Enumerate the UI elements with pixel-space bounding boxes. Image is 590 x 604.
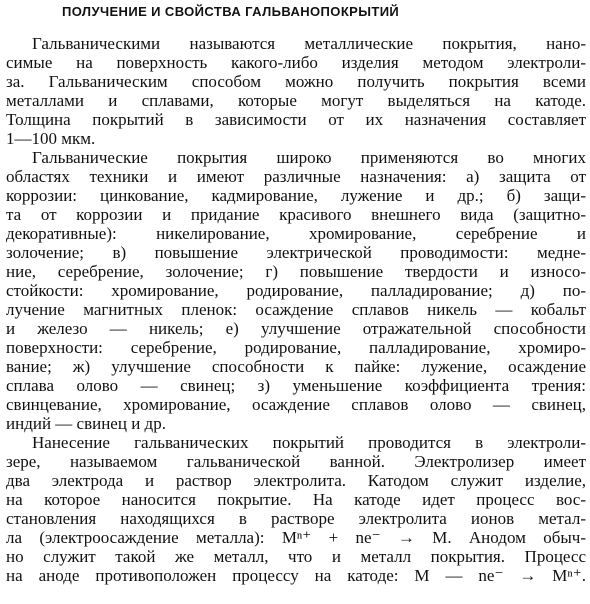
text-line: стойкости: хромирование, родирование, палладирование; д) по- (6, 281, 586, 300)
text-line: Толщина покрытий в зависимости от их назначения составляет (6, 110, 586, 129)
text-line: два электрода и раствор электролита. Катодом служит изделие, (6, 471, 586, 490)
text-line: золочение; в) повышение электрической проводимости: медне- (6, 243, 586, 262)
text-line: свинцевание, хромирование, осаждение сплавов олово — свинец, (6, 395, 586, 414)
text-line: коррозии: цинкование, кадмирование, лужение и др.; б) защи- (6, 186, 586, 205)
text-line: та от коррозии и придание красивого внешнего вида (защитно- (6, 205, 586, 224)
text-line: ние, серебрение, золочение; г) повышение твердости и износо- (6, 262, 586, 281)
text-line: поверхности: серебрение, родирование, палладирование, хромиро- (6, 338, 586, 357)
text-line: индий — свинец и др. (6, 414, 166, 433)
text-line: симые на поверхность какого-либо изделия методом электроли- (6, 53, 586, 72)
text-line: лучение магнитных пленок: осаждение сплавов никель — кобальт (6, 300, 586, 319)
text-line: Гальваническими называются металлические покрытия, нано- (32, 34, 586, 53)
text-line: и железо — никель; е) улучшение отражательной способности (6, 319, 586, 338)
text-line: декоративные): никелирование, хромирование, серебрение и (6, 224, 586, 243)
text-line: становления находящихся в растворе электролита ионов метал- (6, 509, 586, 528)
text-line: металлами и сплавами, которые могут выделяться на катоде. (6, 91, 586, 110)
text-line: но служит такой же металл, что и металл покрытия. Процесс (6, 547, 586, 566)
text-line: вание; ж) улучшение способности к пайке: лужение, осаждение (6, 357, 586, 376)
paragraph-3 (6, 433, 586, 585)
text-line: Гальванические покрытия широко применяются во многих (32, 148, 586, 167)
text-line: ла (электроосаждение металла): Mⁿ⁺ + ne⁻ → M. Анодом обыч- (6, 528, 586, 547)
text-line: за. Гальваническим способом можно получить покрытия всеми (6, 72, 586, 91)
text-line: зере, называемом гальванической ванной. Электролизер имеет (6, 452, 586, 471)
paragraph-2 (6, 148, 586, 433)
text-line: Нанесение гальванических покрытий проводится в электроли- (32, 433, 586, 452)
text-line: на аноде противоположен процессу на катоде: M — ne⁻ → Mⁿ⁺. (6, 566, 586, 585)
text-line: 1—100 мкм. (6, 129, 96, 148)
text-line: на которое наносится покрытие. На катоде идет процесс вос- (6, 490, 586, 509)
body-text (6, 34, 586, 585)
paragraph-1 (6, 34, 586, 148)
section-heading: ПОЛУЧЕНИЕ И СВОЙСТВА ГАЛЬВАНОПОКРЫТИЙ (62, 4, 400, 19)
text-line: сплава олово — свинец; з) уменьшение коэффициента трения: (6, 376, 586, 395)
text-line: областях техники и имеют различные назначения: а) защита от (6, 167, 586, 186)
